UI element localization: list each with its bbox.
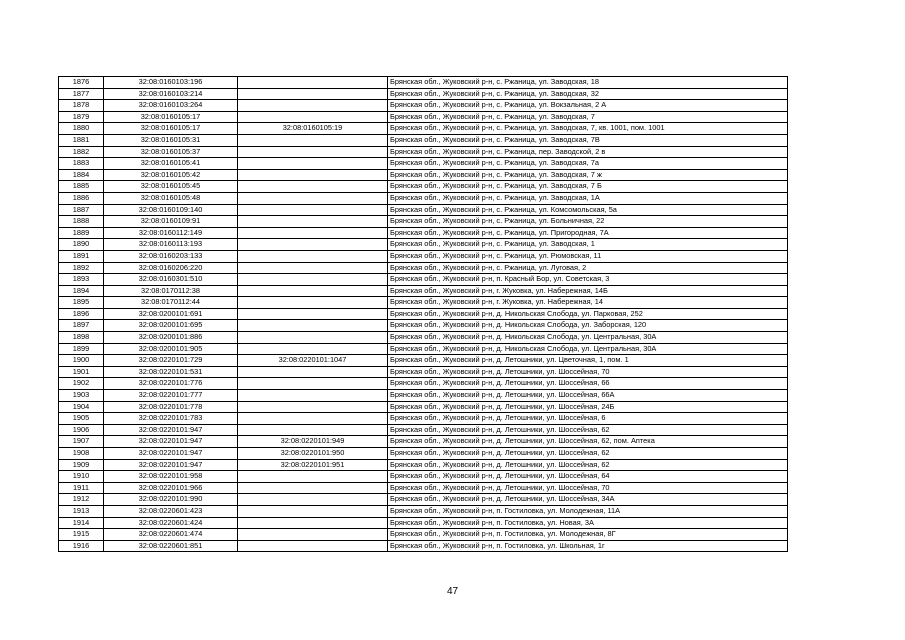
cadastral-number-cell: 32:08:0160109:91 bbox=[104, 216, 238, 228]
table-row bbox=[59, 181, 788, 193]
address-cell: Брянская обл., Жуковский р-н, п. Красный Бор, ул. Советская, 3 bbox=[388, 274, 788, 286]
parent-cadastral-number-cell bbox=[238, 529, 388, 541]
parent-cadastral-number-cell bbox=[238, 471, 388, 483]
parent-cadastral-number-cell bbox=[238, 158, 388, 170]
cadastral-number-cell: 32:08:0220101:729 bbox=[104, 355, 238, 367]
cadastral-number-cell: 32:08:0160301:510 bbox=[104, 274, 238, 286]
property-table bbox=[58, 76, 788, 552]
cadastral-number-cell: 32:08:0220101:990 bbox=[104, 494, 238, 506]
cadastral-number-cell: 32:08:0220101:777 bbox=[104, 390, 238, 402]
cadastral-number-cell: 32:08:0220101:776 bbox=[104, 378, 238, 390]
row-number-cell: 1903 bbox=[59, 390, 104, 402]
parent-cadastral-number-cell: 32:08:0220101:951 bbox=[238, 459, 388, 471]
page-number: 47 bbox=[446, 586, 459, 597]
row-number-cell: 1914 bbox=[59, 517, 104, 529]
address-cell: Брянская обл., Жуковский р-н, с. Ржаница, ул. Заводская, 1А bbox=[388, 192, 788, 204]
address-cell: Брянская обл., Жуковский р-н, д. Никольская Слобода, ул. Парковая, 252 bbox=[388, 308, 788, 320]
address-cell: Брянская обл., Жуковский р-н, д. Летошники, ул. Шоссейная, 70 bbox=[388, 482, 788, 494]
cadastral-number-cell: 32:08:0160105:42 bbox=[104, 169, 238, 181]
address-cell: Брянская обл., Жуковский р-н, д. Летошники, ул. Шоссейная, 62, пом. Аптека bbox=[388, 436, 788, 448]
address-cell: Брянская обл., Жуковский р-н, д. Летошники, ул. Шоссейная, 66 bbox=[388, 378, 788, 390]
cadastral-number-cell: 32:08:0160109:140 bbox=[104, 204, 238, 216]
row-number-cell: 1916 bbox=[59, 540, 104, 552]
row-number-cell: 1899 bbox=[59, 343, 104, 355]
cadastral-number-cell: 32:08:0160103:196 bbox=[104, 77, 238, 89]
parent-cadastral-number-cell bbox=[238, 424, 388, 436]
table-row bbox=[59, 192, 788, 204]
cadastral-number-cell: 32:08:0220601:474 bbox=[104, 529, 238, 541]
address-cell: Брянская обл., Жуковский р-н, д. Никольская Слобода, ул. Центральная, 30А bbox=[388, 332, 788, 344]
parent-cadastral-number-cell bbox=[238, 146, 388, 158]
row-number-cell: 1881 bbox=[59, 134, 104, 146]
cadastral-number-cell: 32:08:0160105:48 bbox=[104, 192, 238, 204]
parent-cadastral-number-cell bbox=[238, 482, 388, 494]
row-number-cell: 1896 bbox=[59, 308, 104, 320]
row-number-cell: 1883 bbox=[59, 158, 104, 170]
address-cell: Брянская обл., Жуковский р-н, с. Ржаница, ул. Пригородная, 7А bbox=[388, 227, 788, 239]
address-cell: Брянская обл., Жуковский р-н, д. Никольская Слобода, ул. Центральная, 30А bbox=[388, 343, 788, 355]
parent-cadastral-number-cell: 32:08:0160105:19 bbox=[238, 123, 388, 135]
cadastral-number-cell: 32:08:0220601:424 bbox=[104, 517, 238, 529]
table-row bbox=[59, 424, 788, 436]
row-number-cell: 1912 bbox=[59, 494, 104, 506]
table-row bbox=[59, 529, 788, 541]
table-row bbox=[59, 413, 788, 425]
table-row bbox=[59, 355, 788, 367]
address-cell: Брянская обл., Жуковский р-н, с. Ржаница, ул. Заводская, 7а bbox=[388, 158, 788, 170]
cadastral-number-cell: 32:08:0200101:905 bbox=[104, 343, 238, 355]
table-row bbox=[59, 111, 788, 123]
cadastral-number-cell: 32:08:0200101:695 bbox=[104, 320, 238, 332]
cadastral-number-cell: 32:08:0160113:193 bbox=[104, 239, 238, 251]
row-number-cell: 1898 bbox=[59, 332, 104, 344]
parent-cadastral-number-cell bbox=[238, 192, 388, 204]
address-cell: Брянская обл., Жуковский р-н, с. Ржаница, ул. Заводская, 7 bbox=[388, 111, 788, 123]
row-number-cell: 1913 bbox=[59, 505, 104, 517]
parent-cadastral-number-cell bbox=[238, 262, 388, 274]
parent-cadastral-number-cell bbox=[238, 505, 388, 517]
address-cell: Брянская обл., Жуковский р-н, д. Летошники, ул. Шоссейная, 62 bbox=[388, 459, 788, 471]
address-cell: Брянская обл., Жуковский р-н, с. Ржаница, ул. Заводская, 1 bbox=[388, 239, 788, 251]
row-number-cell: 1890 bbox=[59, 239, 104, 251]
row-number-cell: 1907 bbox=[59, 436, 104, 448]
row-number-cell: 1889 bbox=[59, 227, 104, 239]
address-cell: Брянская обл., Жуковский р-н, д. Никольская Слобода, ул. Заборская, 120 bbox=[388, 320, 788, 332]
table-row bbox=[59, 285, 788, 297]
address-cell: Брянская обл., Жуковский р-н, д. Летошники, ул. Шоссейная, 24Б bbox=[388, 401, 788, 413]
address-cell: Брянская обл., Жуковский р-н, с. Ржаница, ул. Вокзальная, 2 А bbox=[388, 100, 788, 112]
address-cell: Брянская обл., Жуковский р-н, с. Ржаница, ул. Рюмовская, 11 bbox=[388, 250, 788, 262]
row-number-cell: 1878 bbox=[59, 100, 104, 112]
row-number-cell: 1909 bbox=[59, 459, 104, 471]
parent-cadastral-number-cell bbox=[238, 239, 388, 251]
parent-cadastral-number-cell bbox=[238, 413, 388, 425]
table-row bbox=[59, 459, 788, 471]
parent-cadastral-number-cell bbox=[238, 332, 388, 344]
cadastral-number-cell: 32:08:0160206:220 bbox=[104, 262, 238, 274]
address-cell: Брянская обл., Жуковский р-н, п. Гостиловка, ул. Школьная, 1г bbox=[388, 540, 788, 552]
cadastral-number-cell: 32:08:0220101:966 bbox=[104, 482, 238, 494]
parent-cadastral-number-cell bbox=[238, 181, 388, 193]
row-number-cell: 1880 bbox=[59, 123, 104, 135]
row-number-cell: 1900 bbox=[59, 355, 104, 367]
table-row bbox=[59, 378, 788, 390]
address-cell: Брянская обл., Жуковский р-н, г. Жуковка, ул. Набережная, 14Б bbox=[388, 285, 788, 297]
address-cell: Брянская обл., Жуковский р-н, д. Летошники, ул. Шоссейная, 6 bbox=[388, 413, 788, 425]
cadastral-number-cell: 32:08:0220101:783 bbox=[104, 413, 238, 425]
table-row bbox=[59, 239, 788, 251]
parent-cadastral-number-cell bbox=[238, 111, 388, 123]
row-number-cell: 1906 bbox=[59, 424, 104, 436]
table-row bbox=[59, 332, 788, 344]
row-number-cell: 1895 bbox=[59, 297, 104, 309]
parent-cadastral-number-cell bbox=[238, 169, 388, 181]
cadastral-number-cell: 32:08:0160105:17 bbox=[104, 123, 238, 135]
cadastral-number-cell: 32:08:0160105:37 bbox=[104, 146, 238, 158]
parent-cadastral-number-cell bbox=[238, 366, 388, 378]
table-row bbox=[59, 320, 788, 332]
table-row bbox=[59, 390, 788, 402]
parent-cadastral-number-cell bbox=[238, 227, 388, 239]
address-cell: Брянская обл., Жуковский р-н, п. Гостиловка, ул. Молодежная, 11А bbox=[388, 505, 788, 517]
address-cell: Брянская обл., Жуковский р-н, с. Ржаница, ул. Луговая, 2 bbox=[388, 262, 788, 274]
table-row bbox=[59, 540, 788, 552]
parent-cadastral-number-cell bbox=[238, 343, 388, 355]
address-cell: Брянская обл., Жуковский р-н, д. Летошники, ул. Шоссейная, 70 bbox=[388, 366, 788, 378]
cadastral-number-cell: 32:08:0170112:44 bbox=[104, 297, 238, 309]
address-cell: Брянская обл., Жуковский р-н, д. Летошники, ул. Шоссейная, 34А bbox=[388, 494, 788, 506]
table-row bbox=[59, 448, 788, 460]
parent-cadastral-number-cell bbox=[238, 88, 388, 100]
table-row bbox=[59, 227, 788, 239]
row-number-cell: 1892 bbox=[59, 262, 104, 274]
table-row bbox=[59, 343, 788, 355]
table-row bbox=[59, 482, 788, 494]
parent-cadastral-number-cell bbox=[238, 77, 388, 89]
cadastral-number-cell: 32:08:0170112:38 bbox=[104, 285, 238, 297]
cadastral-number-cell: 32:08:0200101:886 bbox=[104, 332, 238, 344]
address-cell: Брянская обл., Жуковский р-н, д. Летошники, ул. Шоссейная, 66А bbox=[388, 390, 788, 402]
parent-cadastral-number-cell bbox=[238, 100, 388, 112]
cadastral-number-cell: 32:08:0220101:778 bbox=[104, 401, 238, 413]
table-row bbox=[59, 169, 788, 181]
row-number-cell: 1897 bbox=[59, 320, 104, 332]
table-row bbox=[59, 297, 788, 309]
parent-cadastral-number-cell bbox=[238, 297, 388, 309]
address-cell: Брянская обл., Жуковский р-н, д. Летошники, ул. Цветочная, 1, пом. 1 bbox=[388, 355, 788, 367]
property-table-container bbox=[58, 76, 787, 552]
cadastral-number-cell: 32:08:0220101:947 bbox=[104, 436, 238, 448]
cadastral-number-cell: 32:08:0160103:264 bbox=[104, 100, 238, 112]
parent-cadastral-number-cell bbox=[238, 494, 388, 506]
row-number-cell: 1893 bbox=[59, 274, 104, 286]
row-number-cell: 1911 bbox=[59, 482, 104, 494]
address-cell: Брянская обл., Жуковский р-н, п. Гостиловка, ул. Молодежная, 8Г bbox=[388, 529, 788, 541]
address-cell: Брянская обл., Жуковский р-н, с. Ржаница, ул. Заводская, 7В bbox=[388, 134, 788, 146]
address-cell: Брянская обл., Жуковский р-н, п. Гостиловка, ул. Новая, 3А bbox=[388, 517, 788, 529]
address-cell: Брянская обл., Жуковский р-н, с. Ржаница, ул. Комсомольская, 5а bbox=[388, 204, 788, 216]
property-table-body bbox=[59, 77, 788, 552]
table-row bbox=[59, 158, 788, 170]
cadastral-number-cell: 32:08:0160112:149 bbox=[104, 227, 238, 239]
row-number-cell: 1902 bbox=[59, 378, 104, 390]
row-number-cell: 1877 bbox=[59, 88, 104, 100]
parent-cadastral-number-cell bbox=[238, 250, 388, 262]
table-row bbox=[59, 100, 788, 112]
parent-cadastral-number-cell bbox=[238, 517, 388, 529]
row-number-cell: 1879 bbox=[59, 111, 104, 123]
parent-cadastral-number-cell bbox=[238, 134, 388, 146]
table-row bbox=[59, 471, 788, 483]
cadastral-number-cell: 32:08:0160105:31 bbox=[104, 134, 238, 146]
address-cell: Брянская обл., Жуковский р-н, с. Ржаница, ул. Заводская, 18 bbox=[388, 77, 788, 89]
table-row bbox=[59, 274, 788, 286]
cadastral-number-cell: 32:08:0160105:17 bbox=[104, 111, 238, 123]
address-cell: Брянская обл., Жуковский р-н, с. Ржаница, ул. Заводская, 32 bbox=[388, 88, 788, 100]
table-row bbox=[59, 494, 788, 506]
table-row bbox=[59, 517, 788, 529]
address-cell: Брянская обл., Жуковский р-н, с. Ржаница, ул. Больничная, 22 bbox=[388, 216, 788, 228]
table-row bbox=[59, 308, 788, 320]
cadastral-number-cell: 32:08:0160203:133 bbox=[104, 250, 238, 262]
row-number-cell: 1885 bbox=[59, 181, 104, 193]
parent-cadastral-number-cell bbox=[238, 401, 388, 413]
cadastral-number-cell: 32:08:0220101:947 bbox=[104, 459, 238, 471]
table-row bbox=[59, 505, 788, 517]
cadastral-number-cell: 32:08:0220601:851 bbox=[104, 540, 238, 552]
parent-cadastral-number-cell bbox=[238, 274, 388, 286]
table-row bbox=[59, 77, 788, 89]
row-number-cell: 1901 bbox=[59, 366, 104, 378]
cadastral-number-cell: 32:08:0160105:41 bbox=[104, 158, 238, 170]
table-row bbox=[59, 262, 788, 274]
cadastral-number-cell: 32:08:0220101:947 bbox=[104, 448, 238, 460]
row-number-cell: 1887 bbox=[59, 204, 104, 216]
table-row bbox=[59, 250, 788, 262]
table-row bbox=[59, 436, 788, 448]
address-cell: Брянская обл., Жуковский р-н, д. Летошники, ул. Шоссейная, 62 bbox=[388, 448, 788, 460]
parent-cadastral-number-cell bbox=[238, 285, 388, 297]
row-number-cell: 1882 bbox=[59, 146, 104, 158]
table-row bbox=[59, 88, 788, 100]
row-number-cell: 1876 bbox=[59, 77, 104, 89]
cadastral-number-cell: 32:08:0200101:691 bbox=[104, 308, 238, 320]
table-row bbox=[59, 146, 788, 158]
parent-cadastral-number-cell: 32:08:0220101:949 bbox=[238, 436, 388, 448]
row-number-cell: 1904 bbox=[59, 401, 104, 413]
cadastral-number-cell: 32:08:0220101:531 bbox=[104, 366, 238, 378]
row-number-cell: 1905 bbox=[59, 413, 104, 425]
parent-cadastral-number-cell bbox=[238, 308, 388, 320]
address-cell: Брянская обл., Жуковский р-н, с. Ржаница, ул. Заводская, 7 Б bbox=[388, 181, 788, 193]
row-number-cell: 1888 bbox=[59, 216, 104, 228]
address-cell: Брянская обл., Жуковский р-н, с. Ржаница, пер. Заводской, 2 в bbox=[388, 146, 788, 158]
address-cell: Брянская обл., Жуковский р-н, с. Ржаница, ул. Заводская, 7, кв. 1001, пом. 1001 bbox=[388, 123, 788, 135]
parent-cadastral-number-cell bbox=[238, 216, 388, 228]
cadastral-number-cell: 32:08:0220601:423 bbox=[104, 505, 238, 517]
address-cell: Брянская обл., Жуковский р-н, д. Летошники, ул. Шоссейная, 62 bbox=[388, 424, 788, 436]
table-row bbox=[59, 134, 788, 146]
row-number-cell: 1915 bbox=[59, 529, 104, 541]
address-cell: Брянская обл., Жуковский р-н, д. Летошники, ул. Шоссейная, 64 bbox=[388, 471, 788, 483]
cadastral-number-cell: 32:08:0220101:958 bbox=[104, 471, 238, 483]
row-number-cell: 1884 bbox=[59, 169, 104, 181]
parent-cadastral-number-cell bbox=[238, 378, 388, 390]
address-cell: Брянская обл., Жуковский р-н, с. Ржаница, ул. Заводская, 7 ж bbox=[388, 169, 788, 181]
cadastral-number-cell: 32:08:0220101:947 bbox=[104, 424, 238, 436]
row-number-cell: 1894 bbox=[59, 285, 104, 297]
parent-cadastral-number-cell: 32:08:0220101:1047 bbox=[238, 355, 388, 367]
table-row bbox=[59, 123, 788, 135]
address-cell: Брянская обл., Жуковский р-н, г. Жуковка, ул. Набережная, 14 bbox=[388, 297, 788, 309]
parent-cadastral-number-cell bbox=[238, 540, 388, 552]
parent-cadastral-number-cell bbox=[238, 320, 388, 332]
table-row bbox=[59, 216, 788, 228]
row-number-cell: 1910 bbox=[59, 471, 104, 483]
row-number-cell: 1886 bbox=[59, 192, 104, 204]
parent-cadastral-number-cell bbox=[238, 390, 388, 402]
row-number-cell: 1891 bbox=[59, 250, 104, 262]
cadastral-number-cell: 32:08:0160103:214 bbox=[104, 88, 238, 100]
table-row bbox=[59, 366, 788, 378]
parent-cadastral-number-cell bbox=[238, 204, 388, 216]
row-number-cell: 1908 bbox=[59, 448, 104, 460]
parent-cadastral-number-cell: 32:08:0220101:950 bbox=[238, 448, 388, 460]
cadastral-number-cell: 32:08:0160105:45 bbox=[104, 181, 238, 193]
table-row bbox=[59, 401, 788, 413]
table-row bbox=[59, 204, 788, 216]
